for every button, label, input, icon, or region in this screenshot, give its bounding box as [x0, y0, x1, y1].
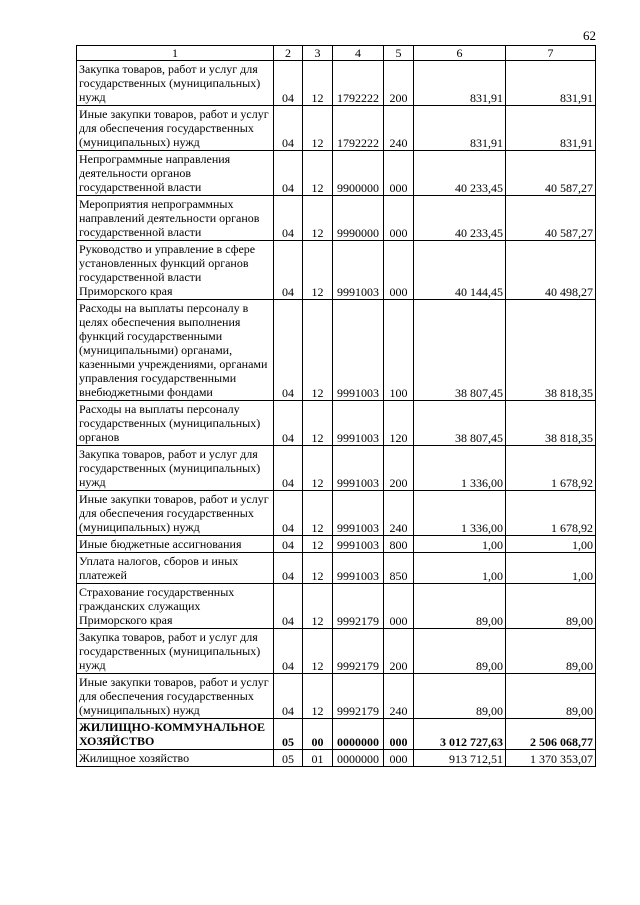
table-row: [77, 536, 596, 553]
subsection-code-cell: 12: [303, 553, 333, 584]
amount-year2-cell: 40 587,27: [506, 151, 596, 196]
header-cell: 2: [274, 46, 303, 61]
amount-year1-cell: 40 144,45: [414, 241, 506, 300]
table-row: [77, 106, 596, 151]
page-number: 62: [583, 28, 596, 43]
amount-year2-cell: 38 818,35: [506, 401, 596, 446]
target-article-cell: 1792222: [333, 61, 384, 106]
amount-year1-cell: 831,91: [414, 61, 506, 106]
expense-type-cell: 000: [384, 196, 414, 241]
table-header-row: [77, 46, 596, 61]
table-row: [77, 196, 596, 241]
row-name-cell: Иные бюджетные ассигнования: [77, 536, 274, 553]
amount-year1-cell: 3 012 727,63: [414, 719, 506, 750]
subsection-code-cell: 12: [303, 61, 333, 106]
expense-type-cell: 000: [384, 151, 414, 196]
section-code-cell: 05: [274, 750, 303, 767]
table-row: [77, 401, 596, 446]
table-row: [77, 446, 596, 491]
section-code-cell: 04: [274, 401, 303, 446]
row-name-cell: Страхование государственных гражданских служащих Приморского края: [77, 584, 274, 629]
subsection-code-cell: 12: [303, 536, 333, 553]
subsection-code-cell: 12: [303, 401, 333, 446]
amount-year1-cell: 40 233,45: [414, 151, 506, 196]
table-row: [77, 553, 596, 584]
section-code-cell: 04: [274, 536, 303, 553]
row-name-cell: Уплата налогов, сборов и иных платежей: [77, 553, 274, 584]
table-row: [77, 750, 596, 767]
amount-year1-cell: 913 712,51: [414, 750, 506, 767]
header-cell: 3: [303, 46, 333, 61]
table-row: [77, 629, 596, 674]
row-name-cell: Закупка товаров, работ и услуг для государственных (муниципальных) нужд: [77, 61, 274, 106]
row-name-cell: Жилищное хозяйство: [77, 750, 274, 767]
expense-type-cell: 200: [384, 629, 414, 674]
expense-type-cell: 240: [384, 491, 414, 536]
target-article-cell: 9991003: [333, 536, 384, 553]
amount-year2-cell: 40 498,27: [506, 241, 596, 300]
amount-year2-cell: 831,91: [506, 106, 596, 151]
subsection-code-cell: 12: [303, 674, 333, 719]
expense-type-cell: 000: [384, 750, 414, 767]
amount-year2-cell: 1 678,92: [506, 491, 596, 536]
target-article-cell: 9900000: [333, 151, 384, 196]
target-article-cell: 9991003: [333, 446, 384, 491]
subsection-code-cell: 12: [303, 196, 333, 241]
subsection-code-cell: 12: [303, 241, 333, 300]
target-article-cell: 0000000: [333, 719, 384, 750]
amount-year1-cell: 1,00: [414, 536, 506, 553]
section-code-cell: 04: [274, 300, 303, 401]
amount-year1-cell: 38 807,45: [414, 300, 506, 401]
header-cell: 4: [333, 46, 384, 61]
target-article-cell: 9991003: [333, 553, 384, 584]
expense-type-cell: 240: [384, 106, 414, 151]
table-row: [77, 61, 596, 106]
subsection-code-cell: 12: [303, 491, 333, 536]
amount-year1-cell: 1 336,00: [414, 491, 506, 536]
row-name-cell: Непрограммные направления деятельности органов государственной власти: [77, 151, 274, 196]
target-article-cell: 9990000: [333, 196, 384, 241]
section-code-cell: 04: [274, 553, 303, 584]
subsection-code-cell: 12: [303, 300, 333, 401]
row-name-cell: Закупка товаров, работ и услуг для государственных (муниципальных) нужд: [77, 446, 274, 491]
subsection-code-cell: 12: [303, 151, 333, 196]
table-row: [77, 151, 596, 196]
section-code-cell: 04: [274, 584, 303, 629]
subsection-code-cell: 12: [303, 446, 333, 491]
row-name-cell: Иные закупки товаров, работ и услуг для обеспечения государственных (муниципальных) нужд: [77, 674, 274, 719]
section-code-cell: 05: [274, 719, 303, 750]
section-code-cell: 04: [274, 629, 303, 674]
amount-year2-cell: 89,00: [506, 674, 596, 719]
header-cell: 7: [506, 46, 596, 61]
expense-type-cell: 100: [384, 300, 414, 401]
amount-year2-cell: 831,91: [506, 61, 596, 106]
row-name-cell: Мероприятия непрограммных направлений деятельности органов государственной власти: [77, 196, 274, 241]
table-row: [77, 300, 596, 401]
amount-year2-cell: 38 818,35: [506, 300, 596, 401]
target-article-cell: 1792222: [333, 106, 384, 151]
expense-type-cell: 000: [384, 719, 414, 750]
amount-year1-cell: 89,00: [414, 674, 506, 719]
amount-year1-cell: 38 807,45: [414, 401, 506, 446]
row-name-cell: Расходы на выплаты персоналу в целях обеспечения выполнения функций государственными (муниципальными) органами, казенными учреждениями, органами управления государственными внебюджетными фондами: [77, 300, 274, 401]
row-name-cell: Расходы на выплаты персоналу государственных (муниципальных) органов: [77, 401, 274, 446]
table-row: [77, 674, 596, 719]
amount-year1-cell: 1 336,00: [414, 446, 506, 491]
amount-year1-cell: 831,91: [414, 106, 506, 151]
budget-table: [76, 45, 596, 767]
target-article-cell: 9992179: [333, 584, 384, 629]
subsection-code-cell: 12: [303, 629, 333, 674]
section-code-cell: 04: [274, 151, 303, 196]
section-code-cell: 04: [274, 674, 303, 719]
section-code-cell: 04: [274, 61, 303, 106]
subsection-code-cell: 12: [303, 106, 333, 151]
section-code-cell: 04: [274, 446, 303, 491]
table-row: [77, 241, 596, 300]
amount-year1-cell: 89,00: [414, 629, 506, 674]
section-code-cell: 04: [274, 241, 303, 300]
expense-type-cell: 800: [384, 536, 414, 553]
expense-type-cell: 120: [384, 401, 414, 446]
header-cell: 1: [77, 46, 274, 61]
amount-year2-cell: 2 506 068,77: [506, 719, 596, 750]
target-article-cell: 9992179: [333, 674, 384, 719]
section-code-cell: 04: [274, 106, 303, 151]
amount-year1-cell: 1,00: [414, 553, 506, 584]
target-article-cell: 0000000: [333, 750, 384, 767]
expense-type-cell: 200: [384, 446, 414, 491]
amount-year2-cell: 1 370 353,07: [506, 750, 596, 767]
table-row: [77, 491, 596, 536]
amount-year2-cell: 40 587,27: [506, 196, 596, 241]
expense-type-cell: 240: [384, 674, 414, 719]
expense-type-cell: 000: [384, 584, 414, 629]
section-code-cell: 04: [274, 491, 303, 536]
expense-type-cell: 000: [384, 241, 414, 300]
row-name-cell: Закупка товаров, работ и услуг для государственных (муниципальных) нужд: [77, 629, 274, 674]
table-row: [77, 584, 596, 629]
target-article-cell: 9991003: [333, 401, 384, 446]
row-name-cell: Руководство и управление в сфере установленных функций органов государственной власти Приморского края: [77, 241, 274, 300]
amount-year2-cell: 89,00: [506, 584, 596, 629]
subsection-code-cell: 00: [303, 719, 333, 750]
row-name-cell: Иные закупки товаров, работ и услуг для обеспечения государственных (муниципальных) нужд: [77, 106, 274, 151]
amount-year1-cell: 89,00: [414, 584, 506, 629]
expense-type-cell: 200: [384, 61, 414, 106]
section-code-cell: 04: [274, 196, 303, 241]
target-article-cell: 9991003: [333, 491, 384, 536]
subsection-code-cell: 12: [303, 584, 333, 629]
target-article-cell: 9991003: [333, 300, 384, 401]
amount-year2-cell: 89,00: [506, 629, 596, 674]
table-row: [77, 719, 596, 750]
expense-type-cell: 850: [384, 553, 414, 584]
amount-year2-cell: 1,00: [506, 553, 596, 584]
amount-year2-cell: 1 678,92: [506, 446, 596, 491]
subsection-code-cell: 01: [303, 750, 333, 767]
amount-year1-cell: 40 233,45: [414, 196, 506, 241]
header-cell: 5: [384, 46, 414, 61]
header-cell: 6: [414, 46, 506, 61]
target-article-cell: 9992179: [333, 629, 384, 674]
row-name-cell: ЖИЛИЩНО-КОММУНАЛЬНОЕ ХОЗЯЙСТВО: [77, 719, 274, 750]
row-name-cell: Иные закупки товаров, работ и услуг для обеспечения государственных (муниципальных) нужд: [77, 491, 274, 536]
amount-year2-cell: 1,00: [506, 536, 596, 553]
target-article-cell: 9991003: [333, 241, 384, 300]
